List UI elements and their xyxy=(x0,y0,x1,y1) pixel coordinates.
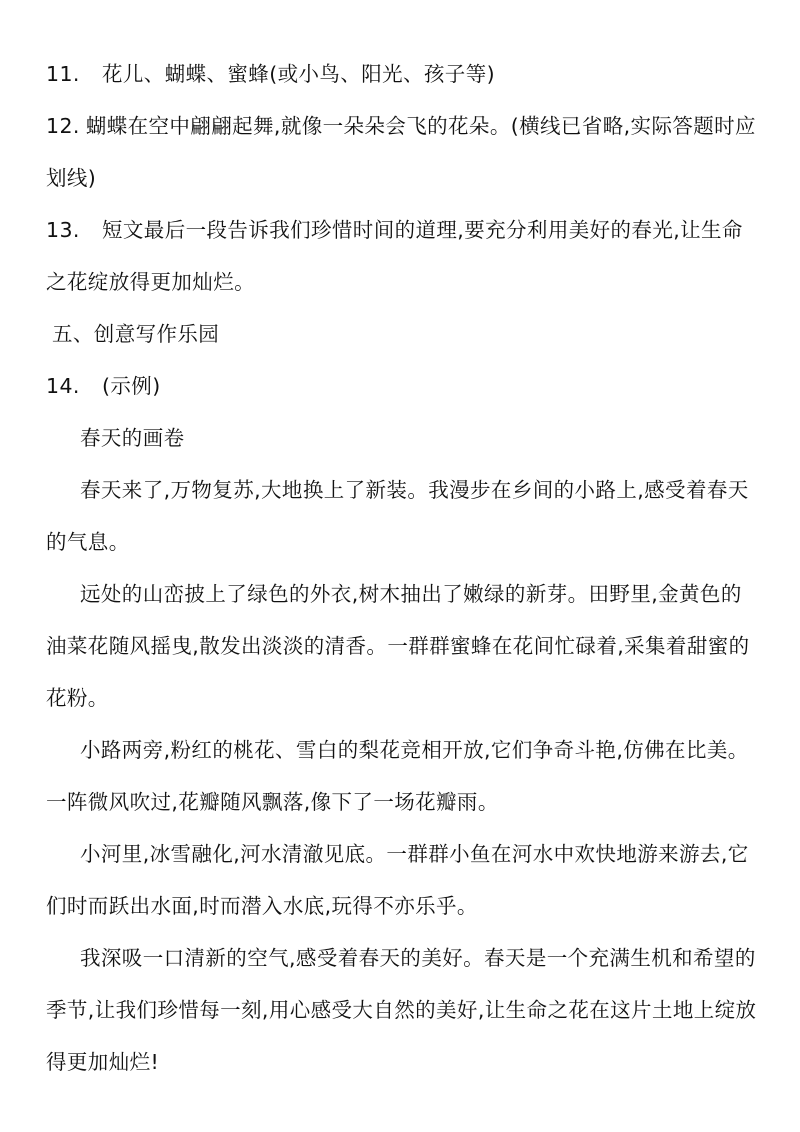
essay-paragraph: 我深吸一口清新的空气,感受着春天的美好。春天是一个充满生机和希望的季节,让我们珍惜每一刻,用心感受大自然的美好,让生命之花在这片土地上绽放得更加灿烂! xyxy=(46,946,757,1074)
document-page xyxy=(46,48,758,1088)
answer-number: 12. xyxy=(46,114,80,138)
answer-text: 短文最后一段告诉我们珍惜时间的道理,要充分利用美好的春光,让生命之花绽放得更加灿烂。 xyxy=(46,218,743,294)
question-label: (示例) xyxy=(102,374,161,398)
answer-text: 蝴蝶在空中翩翩起舞,就像一朵朵会飞的花朵。(横线已省略,实际答题时应划线) xyxy=(46,114,756,190)
essay-title: 春天的画卷 xyxy=(80,426,185,450)
answer-12 xyxy=(46,100,758,204)
answer-number: 13. xyxy=(46,218,80,242)
answer-number: 11. xyxy=(46,62,80,86)
essay-paragraph: 远处的山峦披上了绿色的外衣,树木抽出了嫩绿的新芽。田野里,金黄色的油菜花随风摇曳,散发出淡淡的清香。一群群蜜蜂在花间忙碌着,采集着甜蜜的花粉。 xyxy=(46,582,750,710)
essay-paragraph: 小路两旁,粉红的桃花、雪白的梨花竞相开放,它们争奇斗艳,仿佛在比美。一阵微风吹过,花瓣随风飘落,像下了一场花瓣雨。 xyxy=(46,738,749,814)
answer-text: 花儿、蝴蝶、蜜蜂(或小鸟、阳光、孩子等) xyxy=(102,62,495,86)
question-14 xyxy=(46,360,758,412)
essay-paragraph: 小河里,冰雪融化,河水清澈见底。一群群小鱼在河水中欢快地游来游去,它们时而跃出水面,时而潜入水底,玩得不亦乐乎。 xyxy=(46,842,749,918)
answer-13 xyxy=(46,204,758,308)
answer-11 xyxy=(46,48,758,100)
question-number: 14. xyxy=(46,374,80,398)
essay-paragraph: 春天来了,万物复苏,大地换上了新装。我漫步在乡间的小路上,感受着春天的气息。 xyxy=(46,478,749,554)
section-heading: 五、创意写作乐园 xyxy=(52,322,220,346)
